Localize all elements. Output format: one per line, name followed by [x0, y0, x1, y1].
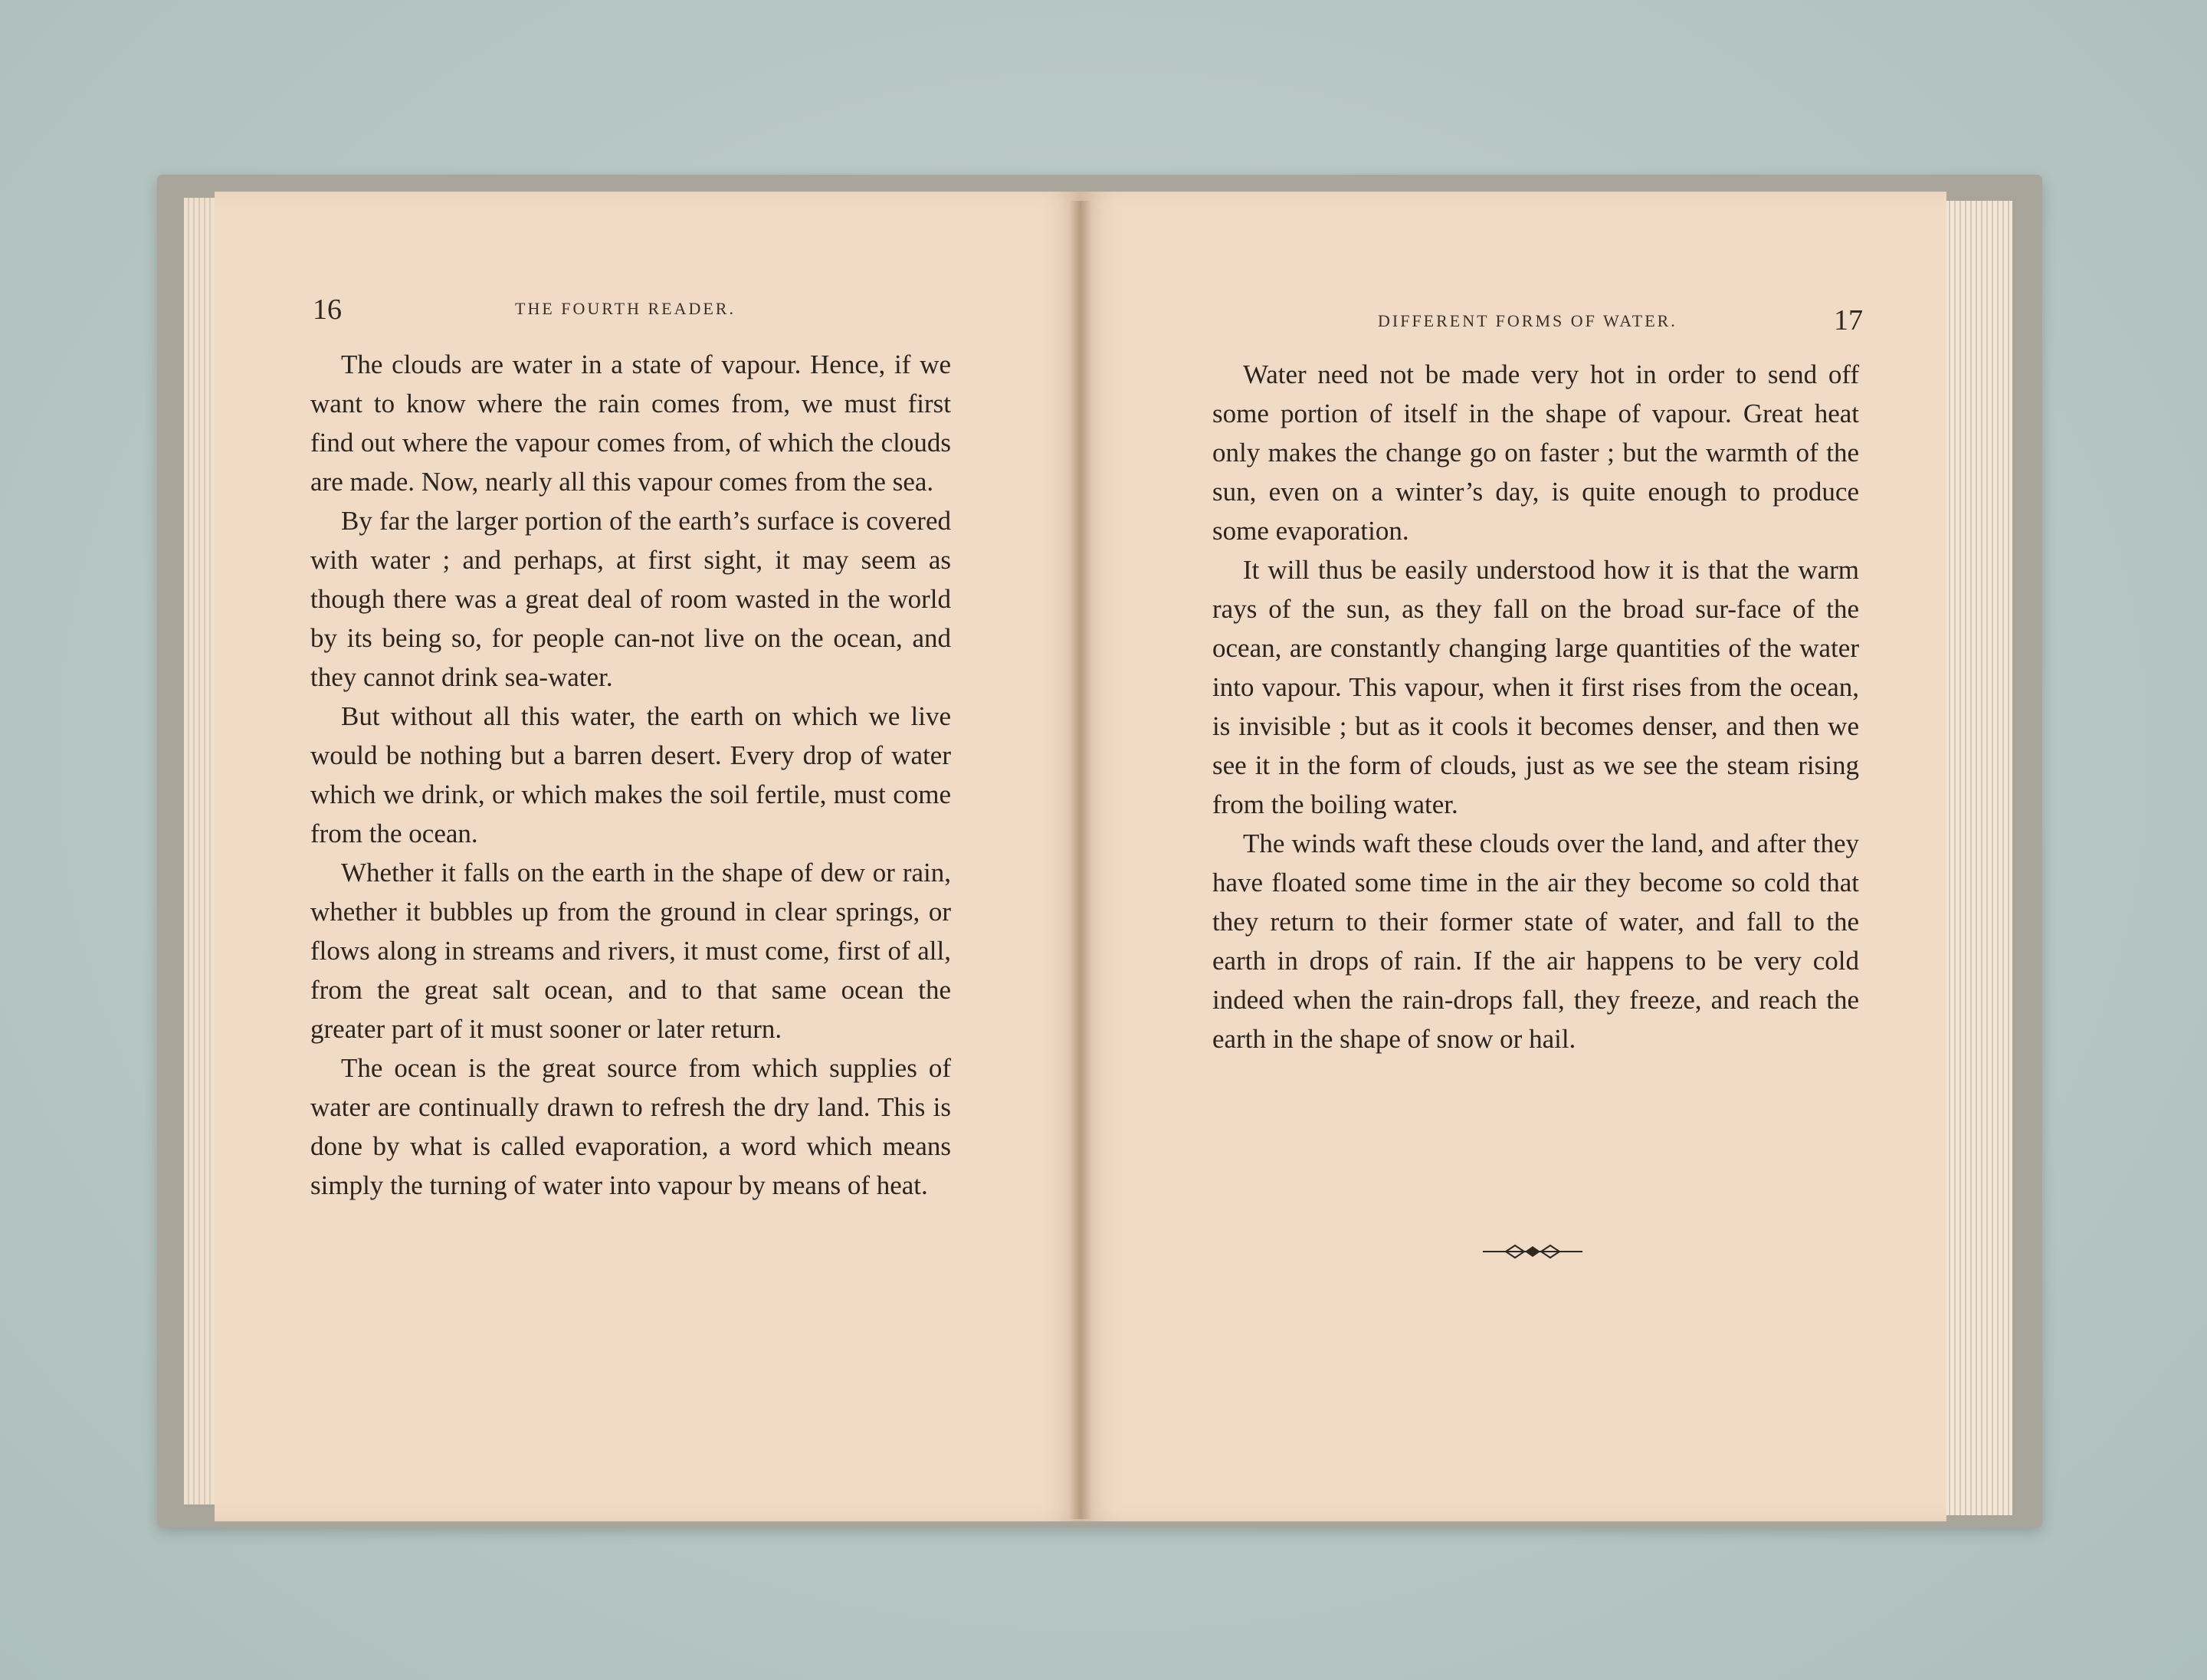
right-page-number: 17 — [1834, 304, 1863, 336]
paragraph: The clouds are water in a state of vapour. Hence, if we want to know where the rain comes from, we must first find out where the vapour comes from, of which the clouds are made. Now, nearly all this vapour comes from the sea. — [310, 349, 951, 497]
paragraph: By far the larger portion of the earth’s surface is covered with water ; and perhaps, at first sight, it may seem as though there was a great deal of room wasted in the world by its being so, for people can-not live on the ocean, and they cannot drink sea-water. — [310, 506, 951, 692]
left-page-number: 16 — [313, 294, 342, 326]
paragraph: The ocean is the great source from which supplies of water are continually drawn to refresh the dry land. This is done by what is called evaporation, a word which means simply the turning of water into vapour by means of heat. — [310, 1053, 951, 1200]
right-running-head: DIFFERENT FORMS OF WATER. — [1378, 311, 1677, 330]
book-gutter — [1069, 201, 1092, 1519]
left-page-body — [310, 345, 951, 1205]
paragraph: But without all this water, the earth on which we live would be nothing but a barren desert. Every drop of water which we drink, or which makes the soil fertile, must come from the ocean. — [310, 701, 951, 848]
paragraph: Water need not be made very hot in order to send off some portion of itself in the shape of vapour. Great heat only makes the change go on faster ; but the warmth of the sun, even on a winter’s day, is quite enough to produce some evaporation. — [1212, 359, 1859, 546]
right-page-edges — [1945, 201, 2012, 1515]
paragraph: Whether it falls on the earth in the shape of dew or rain, whether it bubbles up from the ground in clear springs, or flows along in streams and rivers, it must come, first of all, from the great salt ocean, and to that same ocean the greater part of it must sooner or later return. — [310, 858, 951, 1044]
left-running-head: THE FOURTH READER. — [515, 299, 736, 318]
right-page-body — [1212, 355, 1859, 1058]
paragraph: The winds waft these clouds over the land, and after they have floated some time in the air they become so cold that they return to their former state of water, and fall to the earth in drops of rain. If the air happens to be very cold indeed when the rain-drops fall, they freeze, and reach the earth in the shape of snow or hail. — [1212, 829, 1859, 1054]
left-page-edges — [184, 198, 218, 1504]
fleuron-ornament-icon — [1483, 1240, 1582, 1263]
paragraph: It will thus be easily understood how it is that the warm rays of the sun, as they fall on the broad sur-face of the ocean, are constantly changing large quantities of the water into vapour. This vapour, when it first rises from the ocean, is invisible ; but as it cools it becomes denser, and then we see it in the form of clouds, just as we see the steam rising from the boiling water. — [1212, 555, 1859, 819]
